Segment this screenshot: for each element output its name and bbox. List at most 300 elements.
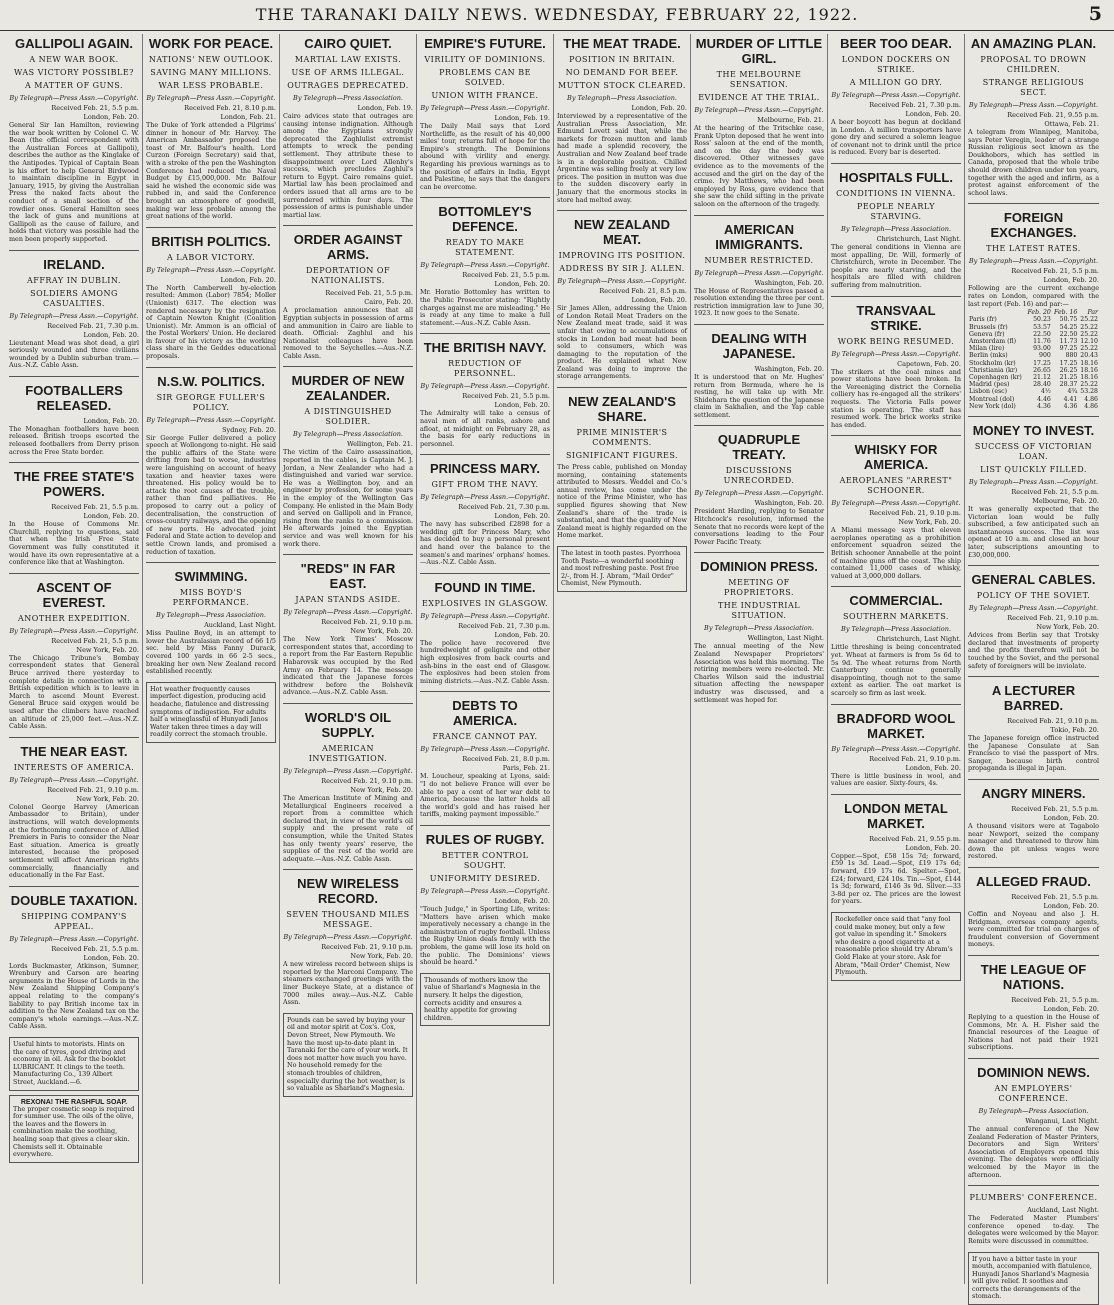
article-deck: FRANCE CANNOT PAY. [420,732,550,742]
article-deck: IMPROVING ITS POSITION. [557,251,687,261]
exchange-cell: 4½ [1025,388,1052,395]
article-dateline: Received Feb. 21, 5.5 p.m. [283,289,413,297]
article-place: Paris, Feb. 21. [420,764,550,772]
article-credit: By Telegraph—Press Assn.—Copyright. [283,767,413,775]
exchange-header [968,309,1025,316]
article [557,387,687,540]
article [420,825,550,967]
exchange-row [968,331,1099,338]
exchange-cell: 4.46 [1025,396,1052,403]
article-credit: By Telegraph—Press Assn.—Copyright. [831,745,961,753]
article [968,955,1099,1052]
exchange-cell: 25.22 [1078,381,1099,388]
article-deck: PROPOSAL TO DROWN CHILDREN. [968,55,1099,75]
advertisement [557,546,687,592]
article-headline: THE NEAR EAST. [9,744,139,759]
article-headline: IRELAND. [9,257,139,272]
article-place: London, Feb. 19. [420,114,550,122]
article [968,867,1099,949]
exchange-cell: 880 [1052,352,1079,359]
article-place: London, Feb. 20. [557,104,687,112]
article-place: London, Feb. 20. [420,280,550,288]
article-headline: SWIMMING. [146,569,276,584]
article [9,737,139,880]
exchange-row [968,396,1099,403]
article [420,333,550,448]
article-dateline: Received Feb. 21, 9.55 p.m. [831,835,961,843]
article-dateline: Received Feb. 21, 9.10 p.m. [283,618,413,626]
article-body: In the House of Commons Mr. Churchill, replying to questions, said that when the Irish Free State Government was fully constituted it would have its own representative at a conference like that at Washington. [9,521,139,567]
article-place: Wanganui, Last Night. [968,1117,1099,1125]
article-place: London, Feb. 20. [557,296,687,304]
article-deck: DEPORTATION OF NATIONALISTS. [283,266,413,286]
article-place: London, Feb. 20. [9,331,139,339]
article-dateline: Received Feb. 21, 8.10 p.m. [146,104,276,112]
article-place: London, Feb. 20. [420,631,550,639]
column-1 [6,34,143,1284]
article-credit: By Telegraph—Press Association. [557,94,687,102]
article-place: Christchurch, Last Night. [831,235,961,243]
article-credit: By Telegraph—Press Assn.—Copyright. [420,104,550,112]
article-place: New York, Feb. 20. [283,786,413,794]
article-deck: PLUMBERS' CONFERENCE. [968,1193,1099,1203]
article-body: Following are the current exchange rates on London, compared with the last report (Feb. 16) and par:— [968,285,1099,308]
article-place: Christchurch, Last Night. [831,635,961,643]
article-place: London, Feb. 20. [968,902,1099,910]
article-place: Washington, Feb. 20. [694,365,824,373]
article-headline: DOMINION PRESS. [694,559,824,574]
column-8 [965,34,1102,1284]
article-deck: PROBLEMS CAN BE SOLVED. [420,68,550,88]
article-credit: By Telegraph—Press Assn.—Copyright. [9,627,139,635]
advertisement [9,1037,139,1091]
exchange-cell: 26.25 [1052,367,1079,374]
exchange-row [968,360,1099,367]
article [9,462,139,567]
article-body: The annual meeting of the New Zealand Newspaper Proprietors' Association was held this morning. The retiring members were re-elected. Mr. Charles Wilson said the industrial situation affecting the newspaper industry was discussed, and a settlement was hoped for. [694,643,824,704]
article-place: Melbourne, Feb. 20. [968,497,1099,505]
exchange-cell: Paris (fr) [968,316,1025,323]
article-headline: ORDER AGAINST ARMS. [283,232,413,262]
article-body: The victim of the Cairo assassination, reported in the cables, is Captain M. J. Jordan, a New Zealander who had a distinguished and varied war service. He was a Wellington boy, and an engineer by profession, for some years in the employ of the Wellington Gas Company. He enlisted in the Main Body and served on Gallipoli and in France, rising from the ranks to a commission. He afterwards joined the Egyptian service and was well known for his work there. [283,449,413,548]
article-body: Lords Buckmaster, Atkinson, Sumner, Wrenbury and Carson are hearing arguments in the House of Lords in the New Zealand Shipping Company's appeal relating to the company's liability to pay British income tax in addition to the New Zealand tax on the company's whole earnings.—Aus.-N.Z. Cable Assn. [9,963,139,1031]
article-credit: By Telegraph—Press Assn.—Copyright. [831,350,961,358]
article-credit: By Telegraph—Press Assn.—Copyright. [420,745,550,753]
article-body: The annual conference of the New Zealand Federation of Master Printers, Decorators and Sign Writers' Association of Employers opened this evening. The delegates were officially welcomed by the Mayor in the afternoon. [968,1126,1099,1179]
article-body: General Sir Ian Hamilton, reviewing the war book written by Colonel C. W. Bean (the official correspondent with the Australian Forces at Gallipoli), describes the author as the Kinglake of the Antipodes. Typical of Captain Bean is his effort to help General Birdwood to maintain discipline in Egypt in January, 1915, by giving the Australian Press the naked facts about the conduct of a small section of the rowdier ones. General Hamilton sees the lack of guns and munitions at Gallipoli as the cause of failure, and holds that victory was possible had the men been properly supported. [9,122,139,244]
article-place: Auckland, Last Night. [968,1206,1099,1214]
article-body: Coffin and Noyeau and also J. H. Bridgman, overseas company agents, were committed for trial on charges of fraudulent conversion of Government moneys. [968,911,1099,949]
article [146,562,276,676]
article-body: The New York Times' Moscow correspondent states that, according to a report from the Far Eastern Republic Habarovsk was occupied by the Red Army on February 14. The message indicated that the Japanese forces withdrew before the Bolshevik advance.—Aus.-N.Z. Cable Assn. [283,636,413,697]
article-body: It was generally expected that the Victorian loan would be fully subscribed, a few anticipated such an instantaneous success. The list was opened at 10 a.m. and closed an hour later, subscriptions amounting to £30,000,000. [968,506,1099,559]
article-body: The Federated Master Plumbers' conference opened to-day. The delegates were welcomed by the Mayor. Remits were discussed in committee. [968,1215,1099,1245]
exchange-header: Par [1078,309,1099,316]
article-credit: By Telegraph—Press Assn.—Copyright. [694,106,824,114]
exchange-cell: 28.40 [1025,381,1052,388]
article-headline: AMERICAN IMMIGRANTS. [694,222,824,252]
article [420,691,550,819]
article-headline: EMPIRE'S FUTURE. [420,36,550,51]
exchange-row [968,352,1099,359]
article [831,36,961,157]
article-deck: USE OF ARMS ILLEGAL. [283,68,413,78]
exchange-cell: 25.22 [1078,345,1099,352]
article-body: Replying to a question in the House of Commons, Mr. A. H. Fisher said the financial resources of the League of Nations had not paid their 1921 subscriptions. [968,1014,1099,1052]
exchange-row [968,388,1099,395]
article-body: Advices from Berlin say that Trotsky declared that investments of property and the profits therefrom will not be touched by the Soviet, and the personal safety of foreigners will be inviolate. [968,632,1099,670]
exchange-cell: 26.65 [1025,367,1052,374]
article-deck: PEOPLE NEARLY STARVING. [831,202,961,222]
article [831,794,961,906]
article-dateline: Received Feb. 21, 5.5 p.m. [968,267,1099,275]
article-deck: AMERICAN INVESTIGATION. [283,744,413,764]
article-dateline: Received Feb. 21, 9.10 p.m. [9,786,139,794]
exchange-cell: 53.57 [1025,324,1052,331]
article-dateline: Received Feb. 21, 5.5 p.m. [968,488,1099,496]
exchange-cell: 25.22 [1078,331,1099,338]
article [694,324,824,420]
column-3 [280,34,417,1284]
article-dateline: Received Feb. 21, 8.5 p.m. [557,287,687,295]
article-deck: A MILLION GO DRY. [831,78,961,88]
article-body: Little threshing is being concentrated yet. Wheat at farmers is from 5s 6d to 5s 9d. The wheat returns from North Canterbury continue generally disappointing, though not to the same extent as earlier. The oat market is scarcely so firm as last week. [831,644,961,697]
article [968,676,1099,773]
exchange-cell: 18.16 [1078,360,1099,367]
article-deck: CONDITIONS IN VIENNA. [831,189,961,199]
article-place: Cairo, Feb. 20. [283,298,413,306]
article-dateline: Received Feb. 21, 7.30 p.m. [9,322,139,330]
article-deck: UNIFORMITY DESIRED. [420,874,550,884]
article-dateline: Received Feb. 21, 5.5 p.m. [420,392,550,400]
article [968,565,1099,670]
article [283,225,413,360]
article [968,779,1099,861]
article [968,416,1099,559]
exchange-cell: New York (dol) [968,403,1025,410]
article-place: London, Feb. 20. [968,276,1099,284]
article-headline: "REDS" IN FAR EAST. [283,561,413,591]
exchange-row [968,345,1099,352]
article [283,703,413,863]
article-body: The Monaghan footballers have been released. British troops escorted the released footballers from Derry prison across the Free State border. [9,426,139,456]
article-body: The Press cable, published on Monday morning, containing statements attributed to Messrs. Weddel and Co.'s annual review, has come under the notice of the Prime Minister, who has supplied figures showing that New Zealand's share of the trade is substantial, and that the quality of New Zealand meat is highly regarded on the Home market. [557,464,687,540]
article-credit: By Telegraph—Press Association. [283,430,413,438]
article [283,869,413,1007]
article-place: London, Feb. 21. [146,113,276,121]
article [557,210,687,381]
article-deck: NUMBER RESTRICTED. [694,256,824,266]
article-dateline: Received Feb. 21, 5.5 p.m. [9,637,139,645]
article-credit: By Telegraph—Press Association. [694,624,824,632]
article-dateline: Received Feb. 21, 5.5 p.m. [420,271,550,279]
column-2 [143,34,280,1284]
article [831,586,961,697]
article-credit: By Telegraph—Press Assn.—Copyright. [9,776,139,784]
article-place: Wellington, Feb. 21. [283,440,413,448]
article-credit: By Telegraph—Press Association. [146,611,276,619]
article-deck: SUCCESS OF VICTORIAN LOAN. [968,442,1099,462]
article-headline: THE FREE STATE'S POWERS. [9,469,139,499]
article-headline: NEW ZEALAND'S SHARE. [557,394,687,424]
article-headline: LONDON METAL MARKET. [831,801,961,831]
article-deck: POLICY OF THE SOVIET. [968,591,1099,601]
ad-body: Hot weather frequently causes imperfect digestion, producing acid headache, flatulence and distressing symptoms of indigestion. For adults half a wineglassful of Hunyadi Janos Water taken three times a day will readily correct the stomach trouble. [150,686,272,739]
article [420,197,550,327]
column-7 [828,34,965,1284]
article-body: Sir James Allen, addressing the Union of London Retail Meat Traders on the New Zealand meat trade, said it was unfair that owing to accumulations of stocks in London bad meat had been sold to consumers, which was damaging to the reputation of the product. He explained what New Zealand was doing to improve the storage arrangements. [557,305,687,381]
article-headline: NEW ZEALAND MEAT. [557,217,687,247]
article-headline: TRANSVAAL STRIKE. [831,303,961,333]
ad-body: If you have a bitter taste in your mouth, accompanied with flatulence, Hunyadi Janos Sharland's Magnesia will give relief. It soothes and corrects the derangements of the stomach. [972,1256,1095,1302]
article-headline: AN AMAZING PLAN. [968,36,1099,51]
article [420,36,550,191]
article-place: London, Feb. 20. [9,954,139,962]
article-place: London, Feb. 20. [9,417,139,425]
article-body: The general conditions in Vienna are most appalling, Dr. Will, formerly of Christchurch, wrote in December. The people are nearly starving, and the hospitals are filled with children suffering from malnutrition. [831,244,961,290]
article-credit: By Telegraph—Press Assn.—Copyright. [694,489,824,497]
exchange-row [968,381,1099,388]
article-headline: BOTTOMLEY'S DEFENCE. [420,204,550,234]
article-deck: SAVING MANY MILLIONS. [146,68,276,78]
article-deck: NO DEMAND FOR BEEF. [557,68,687,78]
article-headline: FOOTBALLERS RELEASED. [9,383,139,413]
column-5 [554,34,691,1284]
article-place: London, Feb. 20. [968,1005,1099,1013]
article-deck: NATIONS' NEW OUTLOOK. [146,55,276,65]
article-body: The navy has subscribed £2898 for a wedding gift for Princess Mary, who has decided to buy a personal present and hand over the balance to the seamen's and marines' orphans' homes.—Aus.-N.Z. Cable Assn. [420,521,550,567]
article-headline: GALLIPOLI AGAIN. [9,36,139,51]
article-place: Melbourne, Feb. 21. [694,116,824,124]
article-body: Colonel George Harvey (American Ambassador to Britain), under instructions, will watch developments at the forthcoming conference of Allied Premiers in Paris to consider the Near East situation. America is greatly interested, because the proposed settlement will affect American rights commercially, financially and educationally in the Far East. [9,804,139,880]
article-dateline: Received Feb. 21, 5.5 p.m. [968,893,1099,901]
article-place: London, Feb. 19. [283,104,413,112]
article [694,215,824,318]
advertisement [831,912,961,981]
exchange-row [968,316,1099,323]
article-deck: READY TO MAKE STATEMENT. [420,238,550,258]
article-deck: A LABOR VICTORY. [146,253,276,263]
article-body: Sir George Fuller delivered a policy speech at Wollongong to-night. He said the public affairs of the State were drifting from bad to worse, industries were languishing on account of heavy taxation and heavier taxes were threatened. His policy would be to attack the root causes of the trouble, rather than find palliatives. He proposed to carry out a policy of decentralisation, the construction of cross-country railways, and the opening of new ports. He advocated joint Federal and State action to develop and settle Crown lands, and promised a reduction of taxation. [146,435,276,557]
article [831,435,961,580]
article-dateline: Received Feb. 21, 9.10 p.m. [968,614,1099,622]
article-body: The Daily Mail says that Lord Northcliffe, as the result of his 40,000 miles' tour, returns full of hope for the Empire's strength. The Dominions abound with virility and energy. Regarding his previous warnings as to the position of affairs in India, Egypt and Palestine, he says that the dangers can be overcome. [420,123,550,191]
article-body: Interviewed by a representative of the Australian Press Association, Mr. Edmund Lovett said that, while the markets for frozen mutton and lamb had made a splendid recovery, the Australian and New Zealand beef trade is in a deplorable position. Chilled Argentine was selling freely at very low prices. The position in mutton was due to the sudden discovery early in January that the enormous stocks in store had melted away. [557,113,687,204]
article-deck: AN EMPLOYERS' CONFERENCE. [968,1084,1099,1104]
article-credit: By Telegraph—Press Assn.—Copyright. [146,416,276,424]
article [283,554,413,697]
article-dateline: Received Feb. 21, 9.10 p.m. [831,755,961,763]
article-credit: By Telegraph—Press Assn.—Copyright. [9,94,139,102]
article-deck: THE INDUSTRIAL SITUATION. [694,601,824,621]
article-credit: By Telegraph—Press Assn.—Copyright. [146,266,276,274]
article-dateline: Received Feb. 21, 9.55 p.m. [968,111,1099,119]
article-deck: MUTTON STOCK CLEARED. [557,81,687,91]
article-deck: UNION WITH FRANCE. [420,91,550,101]
article-credit: By Telegraph—Press Assn.—Copyright. [968,604,1099,612]
article-place: London, Feb. 20. [9,512,139,520]
article-deck: SOUTHERN MARKETS. [831,612,961,622]
article-deck: SHIPPING COMPANY'S APPEAL. [9,912,139,932]
exchange-cell: 21.25 [1052,374,1079,381]
exchange-cell: 4.41 [1052,396,1079,403]
article-body: At the hearing of the Tritschke case, Frank Upton deposed that he went into Ross' saloon at the end of the month, and on the day the body was discovered. Other witnesses gave evidence as to the movements of the accused and the girl on the day of the crime. Ivy Matthews, who had been employed by Ross, gave evidence that she saw the child sitting in the private saloon on the afternoon of the tragedy. [694,125,824,209]
article-credit: By Telegraph—Press Assn.—Copyright. [831,91,961,99]
exchange-cell: 21.12 [1025,374,1052,381]
article-body: A new wireless record between ships is reported by the Marconi Company. The steamers exchanged greetings with the liner Buckeye State, at a distance of 7000 miles away.—Aus.-N.Z. Cable Assn. [283,961,413,1007]
article [283,366,413,548]
article-headline: FOREIGN EXCHANGES. [968,210,1099,240]
article-headline: CAIRO QUIET. [283,36,413,51]
article-body: The American Institute of Mining and Metallurgical Engineers received a report from a committee which declared that, in view of the world's oil supply and the present rate of consumption, while the United States has only twenty years' reserve, the supplies of the rest of the world are adequate.—Aus.-N.Z. Cable Assn. [283,795,413,863]
exchange-cell: 54.25 [1052,324,1079,331]
ad-body: Rockefeller once said that "any fool could make money, but only a few got value in spending it." Smokers who desire a good cigarette at a reasonable price should try Abram's Gold Flake at your store. Ask for Abram, "Mail Order" Chemist, New Plymouth. [835,916,957,977]
ad-body: The proper cosmetic soap is required for summer use. The oils of the olive, the leaves and the flowers in combination make the soothing, healing soap that gives a clear skin. Chemists sell it. Obtainable everywhere. [13,1106,135,1159]
advertisement [9,1095,139,1163]
article-headline: RULES OF RUGBY. [420,832,550,847]
exchange-cell: 22.50 [1052,331,1079,338]
advertisement [146,682,276,743]
exchange-header: Feb. 20 [1025,309,1052,316]
article-place: Washington, Feb. 20. [694,499,824,507]
article-headline: PRINCESS MARY. [420,461,550,476]
article [146,227,276,361]
article-headline: THE LEAGUE OF NATIONS. [968,962,1099,992]
exchange-cell: 25.22 [1078,316,1099,323]
exchange-cell: Madrid (pes) [968,381,1025,388]
article-dateline: Received Feb. 21, 5.5 p.m. [9,104,139,112]
article [146,367,276,557]
article-credit: By Telegraph—Press Assn.—Copyright. [420,261,550,269]
article [420,573,550,686]
article-headline: QUADRUPLE TREATY. [694,432,824,462]
article-credit: By Telegraph—Press Assn.—Copyright. [9,312,139,320]
article [9,250,139,370]
exchange-cell: 12.10 [1078,338,1099,345]
article-headline: THE MEAT TRADE. [557,36,687,51]
article [694,552,824,704]
article-body: The House of Representatives passed a resolution extending the three per cent. restriction immigration law to June 30, 1923. It now goes to the Senate. [694,288,824,318]
exchange-cell: 25.22 [1078,324,1099,331]
column-6 [691,34,828,1284]
exchange-row [968,367,1099,374]
exchange-cell: 4.36 [1025,403,1052,410]
exchange-row [968,403,1099,410]
exchange-table [968,309,1099,410]
article-body: The Chicago Tribune's Bombay correspondent states that General Bruce arrived there yesterday to complete details in connection with a British expedition which is to leave in March to ascend Mount Everest. General Bruce said oxygen would be used after the climbers have reached an altitude of 25,000 feet.—Aus.-N.Z. Cable Assn. [9,655,139,731]
exchange-cell: Copenhagen (kr) [968,374,1025,381]
article-deck: A MATTER OF GUNS. [9,81,139,91]
article-dateline: Received Feb. 21, 9.10 p.m. [831,509,961,517]
article-body: A telegram from Winnipeg, Manitoba, says Peter Veregin, leader of a strange Russian religious sect known as the Doukhobors, which has settled in Canada, proposed that the whole tribe should drown children under ten years, together with the aged and infirm, as a protest against enforcement of the school laws. [968,129,1099,197]
article-deck: WAR LESS PROBABLE. [146,81,276,91]
article-headline: MONEY TO INVEST. [968,423,1099,438]
article-credit: By Telegraph—Press Assn.—Copyright. [694,269,824,277]
exchange-cell: Geneva (fr) [968,331,1025,338]
article [9,36,139,244]
article-deck: MEETING OF PROPRIETORS. [694,578,824,598]
advertisement [420,973,550,1027]
exchange-cell: Montreal (dol) [968,396,1025,403]
article-deck: VIRILITY OF DOMINIONS. [420,55,550,65]
article-dateline: Received Feb. 21, 9.10 p.m. [283,943,413,951]
article-credit: By Telegraph—Press Assn.—Copyright. [968,478,1099,486]
article-body: A proclamation announces that all Egyptian subjects in possession of arms and ammunition in Cairo are liable to death. Official: Zaghlul and his Nationalist colleagues have been removed to the Seychelles.—Aus.-N.Z. Cable Assn. [283,307,413,360]
exchange-cell: 4.86 [1078,403,1099,410]
article-deck: ANOTHER EXPEDITION. [9,614,139,624]
article-place: Washington, Feb. 20. [694,279,824,287]
article-headline: ASCENT OF EVEREST. [9,580,139,610]
article-deck: AEROPLANES "ARREST" SCHOONER. [831,476,961,496]
column-4 [417,34,554,1284]
article-credit: By Telegraph—Press Association. [831,625,961,633]
article-deck: AFFRAY IN DUBLIN. [9,276,139,286]
exchange-cell: Lisbon (esc) [968,388,1025,395]
article-credit: By Telegraph—Press Assn.—Copyright. [9,935,139,943]
exchange-cell: 4¾ [1052,388,1079,395]
article-deck: SIR GEORGE FULLER'S POLICY. [146,393,276,413]
ad-body: The latest in tooth pastes. Pyorrhoea Tooth Paste—a wonderful soothing and most refreshing paste. Post free 2/-, from H. J. Abram, "Mail Order" Chemist, New Plymouth. [561,550,683,588]
article-place: Capetown, Feb. 20. [831,360,961,368]
article-deck: BETTER CONTROL SOUGHT. [420,851,550,871]
article-headline: ANGRY MINERS. [968,786,1099,801]
article-place: New York, Feb. 20. [831,518,961,526]
article [420,454,550,567]
article-body: A thousand visitors were at Tagabolo near Newport, seized the company manager and threatened to throw him down the pit unless wages were restored. [968,823,1099,861]
article [9,376,139,456]
exchange-cell: 28.37 [1052,381,1079,388]
article-body: The police have recovered five hundredweight of gelignite and other high explosives from back courts and ash-bins in the east end of Glasgow. The explosives had been stolen from mining districts.—Aus.-N.Z. Cable Assn. [420,640,550,686]
article-deck: SOLDIERS AMONG CASUALTIES. [9,289,139,309]
article-headline: MURDER OF LITTLE GIRL. [694,36,824,66]
exchange-cell: 93.00 [1025,345,1052,352]
exchange-cell: Amsterdam (fl) [968,338,1025,345]
advertisement [283,1013,413,1097]
article [968,203,1099,410]
article-place: London, Feb. 20. [9,113,139,121]
exchange-cell: 20.43 [1078,352,1099,359]
article-credit: By Telegraph—Press Association. [283,94,413,102]
article-deck: STRANGE RELIGIOUS SECT. [968,78,1099,98]
article-headline: BRADFORD WOOL MARKET. [831,711,961,741]
article-headline: WORK FOR PEACE. [146,36,276,51]
article [146,36,276,221]
article-deck: GIFT FROM THE NAVY. [420,480,550,490]
article-deck: SIGNIFICANT FIGURES. [557,451,687,461]
article [9,886,139,1031]
article [831,163,961,290]
article-credit: By Telegraph—Press Assn.—Copyright. [968,257,1099,265]
article-place: Ottawa, Feb. 21. [968,120,1099,128]
article-body: The strikers at the coal mines and power stations have been broken. In the Vereeniging district the Cornelia colliery has re-engaged all the strikers' requests. The Victoria Falls power station is operating. The staff has resumed work. The brick works strike has ended. [831,369,961,430]
exchange-cell: Berlin (mks) [968,352,1025,359]
article [283,36,413,219]
article-dateline: Received Feb. 21, 8.0 p.m. [420,755,550,763]
ad-body: Thousands of mothers know the value of Sharland's Magnesia in the nursery. It helps the digestion, corrects acidity and ensures a healthy appetite for growing children. [424,977,546,1023]
article-credit: By Telegraph—Press Assn.—Copyright. [968,101,1099,109]
ad-body: Useful hints to motorists. Hints on the care of tyres, good driving and economy in oil. Ask for the booklet LUBRICANT. It clings to the teeth. Manufacturing Co., 139 Albert Street, Auckland.—6. [13,1041,135,1087]
article-headline: DOMINION NEWS. [968,1065,1099,1080]
exchange-cell: 11.76 [1025,338,1052,345]
article-headline: HOSPITALS FULL. [831,170,961,185]
article-place: Auckland, Last Night. [146,621,276,629]
article-place: New York, Feb. 20. [9,646,139,654]
article-headline: N.S.W. POLITICS. [146,374,276,389]
exchange-cell: 18.16 [1078,374,1099,381]
article-dateline: Received Feb. 21, 9.10 p.m. [283,777,413,785]
exchange-cell: 53.28 [1078,388,1099,395]
article-place: London, Feb. 20. [420,401,550,409]
